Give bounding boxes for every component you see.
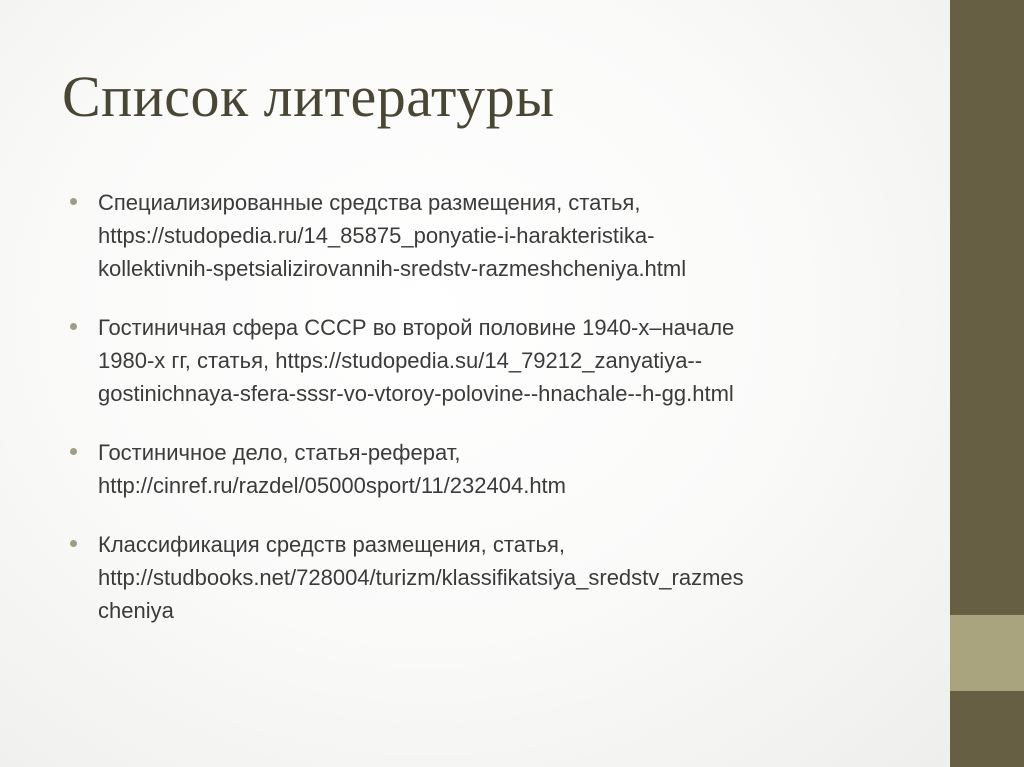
reference-text: Специализированные средства размещения, статья, https://studopedia.ru/14_85875_ponyatie-i-harakteristika- kollektivnih-spetsializirovannih-sredstv-razmeshcheniya.html bbox=[98, 190, 687, 281]
reference-text: Гостиничная сфера СССР во второй половине 1940-х–начале 1980-х гг, статья, https://studopedia.su/14_79212_zanyatiya-- gostinichnaya-sfera-sssr-vo-vtoroy-polovine--hnachale--h-gg.html bbox=[98, 315, 735, 406]
reference-item bbox=[70, 528, 900, 627]
reference-text: Гостиничное дело, статья-реферат, http://cinref.ru/razdel/05000sport/11/232404.htm bbox=[98, 440, 566, 498]
reference-item bbox=[70, 186, 900, 285]
bullet-dot-icon bbox=[70, 323, 77, 330]
bullet-dot-icon bbox=[70, 198, 77, 205]
reference-text: Классификация средств размещения, статья, http://studbooks.net/728004/turizm/klassifikatsiya_sredstv_razmes cheniya bbox=[98, 532, 744, 623]
slide-title: Список литературы bbox=[62, 64, 555, 129]
reference-list bbox=[70, 186, 900, 653]
reference-item bbox=[70, 436, 900, 502]
bullet-dot-icon bbox=[70, 448, 77, 455]
bullet-dot-icon bbox=[70, 540, 77, 547]
reference-item bbox=[70, 311, 900, 410]
decorative-side-accent bbox=[950, 615, 1024, 691]
